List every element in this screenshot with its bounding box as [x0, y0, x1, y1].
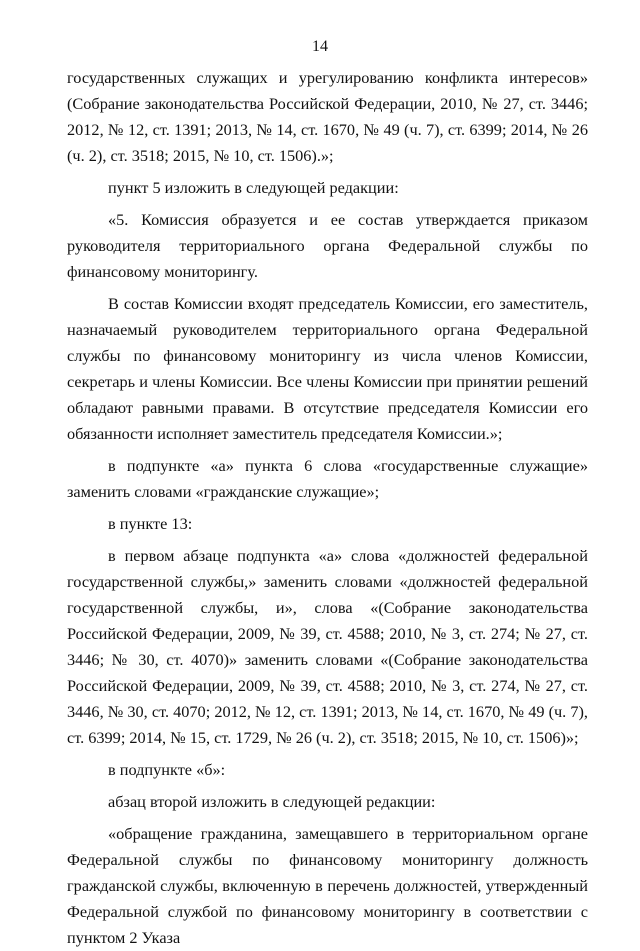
- paragraph-subpoint-b: в подпункте «б»:: [108, 760, 226, 779]
- page-number: 14: [312, 38, 328, 55]
- paragraph-commission-composition: В состав Комиссии входят председатель Комиссии, его заместитель, назначаемый руководителем территориального органа Федеральной службы по финансовому мониторингу из числа членов Комиссии, секретарь и члены Комиссии. Все члены Комиссии при принятии решений обладают равными правами. В отсутствие председателя Комиссии его обязанности исполняет заместитель председателя Комиссии.»;: [67, 294, 588, 443]
- paragraph-quote-start: «5. Комиссия образуется и ее состав утверждается приказом руководителя территориального органа Федеральной службы по финансовому мониторингу.: [67, 210, 588, 281]
- paragraph-first-abzac: в первом абзаце подпункта «а» слова «должностей федеральной государственной службы,» заменить словами «должностей федеральной государственной службы, и», слова «(Собрание законодательства Российской Федерации, 2009, № 39, ст. 4588; 2010, № 3, ст. 274; № 27, ст. 3446; № 30, ст. 4070)» заменить словами «(Собрание законодательства Российской Федерации, 2009, № 39, ст. 4588; 2010, № 3, ст. 274, № 27, ст. 3446, № 30, ст. 4070; 2012, № 12, ст. 1391; 2013, № 14, ст. 1670, № 49 (ч. 7), ст. 6399; 2014, № 15, ст. 1729, № 26 (ч. 2), ст. 3518; 2015, № 10, ст. 1506)»;: [67, 546, 588, 747]
- paragraph-subpoint-a: в подпункте «а» пункта 6 слова «государственные служащие» заменить словами «гражданские служащие»;: [67, 456, 588, 501]
- paragraph-point-13: в пункте 13:: [108, 514, 193, 533]
- paragraph-continuation: государственных служащих и урегулированию конфликта интересов» (Собрание законодательства Российской Федерации, 2010, № 27, ст. 3446; 2012, № 12, ст. 1391; 2013, № 14, ст. 1670, № 49 (ч. 7), ст. 6399; 2014, № 26 (ч. 2), ст. 3518; 2015, № 10, ст. 1506).»;: [67, 68, 588, 165]
- paragraph-instruction: пункт 5 изложить в следующей редакции:: [108, 178, 399, 197]
- paragraph-appeal-quote: «обращение гражданина, замещавшего в территориальном органе Федеральной службы по финансовому мониторингу должность гражданской службы, включенную в перечень должностей, утвержденный Федеральной службой по финансовому мониторингу в соответствии с пунктом 2 Указа: [67, 824, 588, 947]
- paragraph-second-abzac: абзац второй изложить в следующей редакции:: [108, 792, 436, 811]
- document-body: [67, 65, 588, 951]
